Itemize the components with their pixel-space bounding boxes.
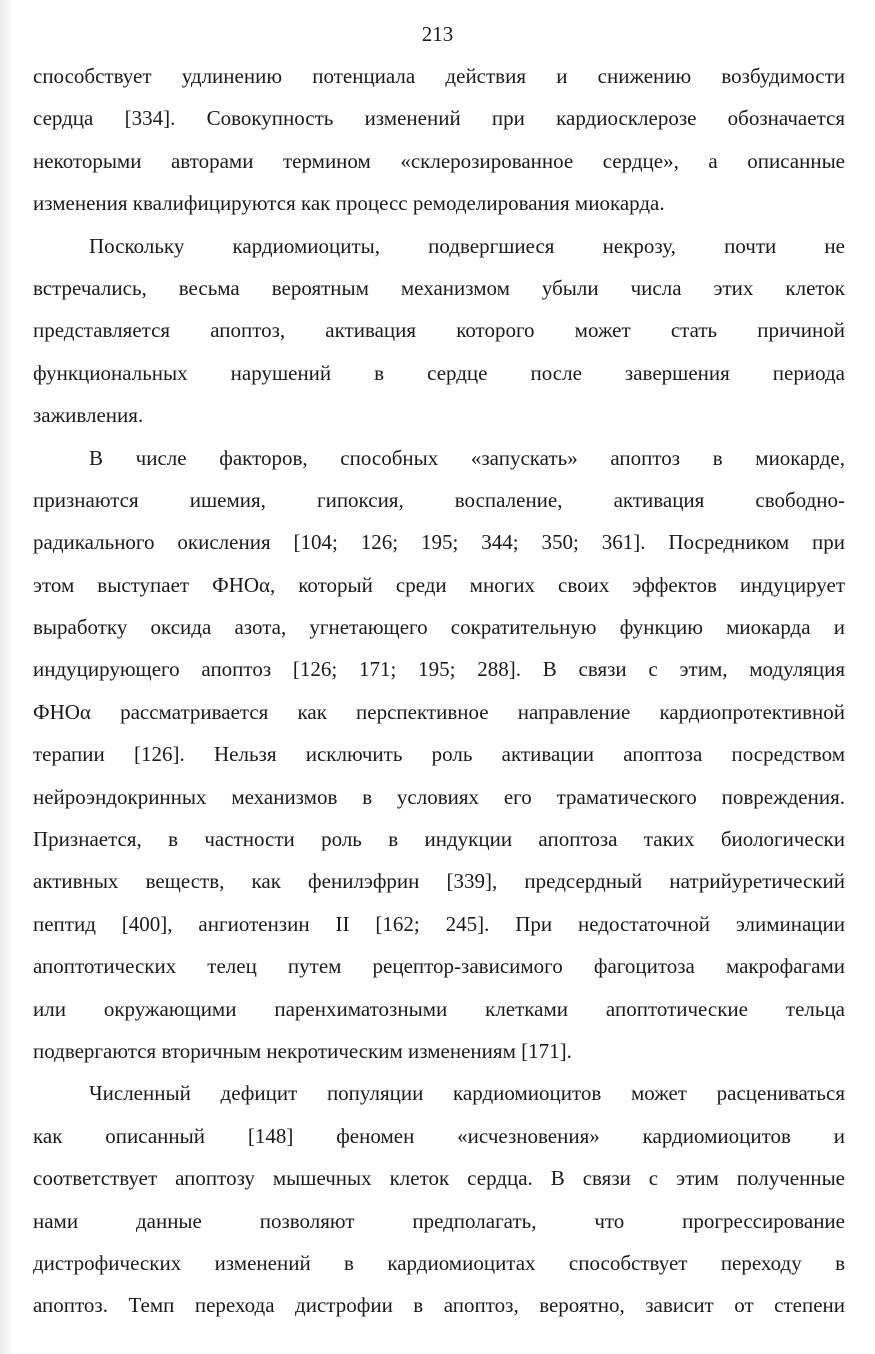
text-line: ФНОα рассматривается как перспективное направление кардиопротективной <box>33 699 845 724</box>
text-line: дистрофических изменений в кардиомиоцитах способствует переходу в <box>33 1250 845 1275</box>
text-line: заживления. <box>33 403 144 428</box>
text-line: нейроэндокринных механизмов в условиях его трамaтического повреждения. <box>33 784 845 809</box>
page-number: 213 <box>421 22 454 46</box>
text-line: подвергаются вторичным некротическим изменениям [171]. <box>33 1038 572 1063</box>
text-line: выработку оксида азота, угнетающего сократительную функцию миокарда и <box>33 615 845 640</box>
paragraph-1 <box>33 55 845 225</box>
text-line: апоптотических телец путем рецептор-зависимого фагоцитоза макрофагами <box>33 954 845 979</box>
text-line: встречались, весьма вероятным механизмом убыли числа этих клеток <box>33 275 845 300</box>
text-line: как описанный [148] феномен «исчезновения» кардиомиоцитов и <box>33 1123 845 1148</box>
text-line: Поскольку кардиомиоциты, подвергшиеся некрозу, почти не <box>89 233 845 258</box>
text-line: этом выступает ФНОα, который среди многих своих эффектов индуцирует <box>33 572 845 597</box>
text-line: функциональных нарушений в сердце после завершения периода <box>33 360 845 385</box>
text-line: радикального окисления [104; 126; 195; 344; 350; 361]. Посредником при <box>33 530 845 555</box>
text-line: пептид [400], ангиотензин II [162; 245]. При недостаточной элиминации <box>33 911 845 936</box>
text-line: индуцирующего апоптоз [126; 171; 195; 288]. В связи с этим, модуляция <box>33 657 845 682</box>
text-line: изменения квалифицируются как процесс ремоделирования миокарда. <box>33 191 665 216</box>
scan-edge-shadow <box>0 0 14 1354</box>
text-line: признаются ишемия, гипоксия, воспаление, активация свободно- <box>33 487 845 512</box>
text-line: или окружающими паренхиматозными клетками апоптотические тельца <box>33 996 845 1021</box>
paragraph-3 <box>33 437 845 1073</box>
text-line: способствует удлинению потенциала действия и снижению возбудимости <box>33 64 845 88</box>
text-line: сердца [334]. Совокупность изменений при кардиосклерозе обозначается <box>33 106 845 131</box>
text-line: апоптоз. Темп перехода дистрофии в апоптоз, вероятно, зависит от степени <box>33 1293 845 1318</box>
text-line: представляется апоптоз, активация которого может стать причиной <box>33 318 845 343</box>
text-body <box>33 55 845 1327</box>
text-line: В числе факторов, способных «запускать» апоптоз в миокарде, <box>89 445 845 470</box>
text-line: терапии [126]. Нельзя исключить роль активации апоптоза посредством <box>33 742 845 767</box>
text-line: Признается, в частности роль в индукции апоптоза таких биологически <box>33 827 845 852</box>
text-line: нами данные позволяют предполагать, что прогрессирование <box>33 1208 845 1233</box>
text-line: Численный дефицит популяции кардиомиоцитов может расцениваться <box>89 1081 845 1106</box>
text-line: активных веществ, как фенилэфрин [339], предсердный натрийуретический <box>33 869 845 894</box>
paragraph-4 <box>33 1072 845 1326</box>
paragraph-2 <box>33 225 845 437</box>
text-line: некоторыми авторами термином «склерозированное сердце», а описанные <box>33 148 845 173</box>
text-line: соответствует апоптозу мышечных клеток сердца. В связи с этим полученные <box>33 1166 845 1191</box>
